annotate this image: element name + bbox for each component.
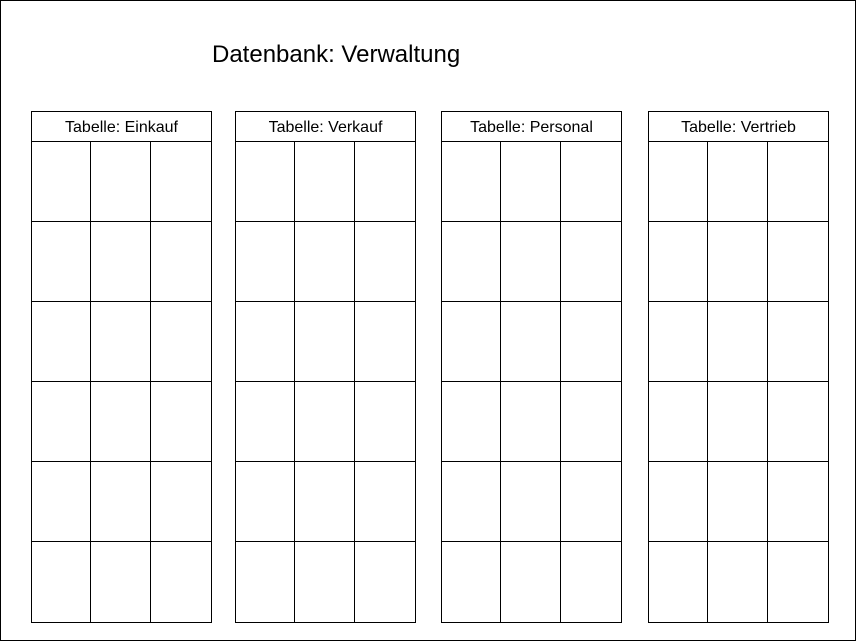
table-cell[interactable] [561, 462, 621, 542]
table-cell[interactable] [91, 302, 151, 382]
table-cell[interactable] [442, 302, 501, 382]
table-cell[interactable] [768, 142, 828, 222]
table-cell[interactable] [295, 542, 355, 622]
table-cell[interactable] [32, 542, 91, 622]
table-header: Tabelle: Verkauf [236, 112, 415, 142]
table-cell[interactable] [649, 222, 708, 302]
table-cell[interactable] [295, 222, 355, 302]
table-cell[interactable] [236, 302, 295, 382]
table-cell[interactable] [561, 222, 621, 302]
table-cell[interactable] [649, 382, 708, 462]
table-cell[interactable] [442, 382, 501, 462]
table-cell[interactable] [151, 542, 211, 622]
table-cell[interactable] [236, 542, 295, 622]
table-cell[interactable] [295, 302, 355, 382]
table-cell[interactable] [151, 462, 211, 542]
table-header: Tabelle: Personal [442, 112, 621, 142]
table-cell[interactable] [708, 382, 768, 462]
table-cell[interactable] [91, 222, 151, 302]
table-cell[interactable] [501, 382, 561, 462]
table-cell[interactable] [649, 462, 708, 542]
table-cell[interactable] [236, 382, 295, 462]
table-cell[interactable] [768, 382, 828, 462]
table-cell[interactable] [649, 542, 708, 622]
table-cell[interactable] [91, 382, 151, 462]
table-vertrieb[interactable] [648, 111, 829, 623]
table-cell[interactable] [768, 302, 828, 382]
table-cell[interactable] [501, 462, 561, 542]
table-cell[interactable] [649, 142, 708, 222]
table-grid [32, 142, 211, 622]
table-verkauf[interactable] [235, 111, 416, 623]
table-cell[interactable] [442, 462, 501, 542]
table-cell[interactable] [501, 142, 561, 222]
table-cell[interactable] [355, 382, 415, 462]
table-cell[interactable] [32, 222, 91, 302]
table-header: Tabelle: Vertrieb [649, 112, 828, 142]
table-cell[interactable] [708, 542, 768, 622]
table-cell[interactable] [355, 462, 415, 542]
table-cell[interactable] [295, 462, 355, 542]
table-cell[interactable] [561, 542, 621, 622]
table-cell[interactable] [501, 542, 561, 622]
table-cell[interactable] [32, 462, 91, 542]
table-cell[interactable] [708, 142, 768, 222]
table-cell[interactable] [708, 302, 768, 382]
table-cell[interactable] [708, 462, 768, 542]
table-cell[interactable] [236, 142, 295, 222]
table-cell[interactable] [32, 142, 91, 222]
table-grid [442, 142, 621, 622]
table-cell[interactable] [561, 142, 621, 222]
table-cell[interactable] [501, 302, 561, 382]
table-cell[interactable] [768, 222, 828, 302]
table-cell[interactable] [151, 382, 211, 462]
table-grid [236, 142, 415, 622]
table-cell[interactable] [355, 302, 415, 382]
table-cell[interactable] [151, 142, 211, 222]
table-cell[interactable] [649, 302, 708, 382]
table-cell[interactable] [442, 222, 501, 302]
table-grid [649, 142, 828, 622]
table-cell[interactable] [355, 222, 415, 302]
table-cell[interactable] [768, 542, 828, 622]
table-cell[interactable] [295, 382, 355, 462]
table-cell[interactable] [355, 142, 415, 222]
table-cell[interactable] [91, 462, 151, 542]
table-cell[interactable] [151, 302, 211, 382]
table-cell[interactable] [561, 302, 621, 382]
table-cell[interactable] [768, 462, 828, 542]
table-cell[interactable] [151, 222, 211, 302]
table-cell[interactable] [91, 142, 151, 222]
table-cell[interactable] [295, 142, 355, 222]
table-einkauf[interactable] [31, 111, 212, 623]
table-cell[interactable] [355, 542, 415, 622]
table-personal[interactable] [441, 111, 622, 623]
table-cell[interactable] [442, 542, 501, 622]
table-cell[interactable] [91, 542, 151, 622]
table-cell[interactable] [708, 222, 768, 302]
database-title: Datenbank: Verwaltung [212, 41, 461, 68]
table-cell[interactable] [501, 222, 561, 302]
table-cell[interactable] [561, 382, 621, 462]
table-cell[interactable] [442, 142, 501, 222]
table-cell[interactable] [236, 462, 295, 542]
table-cell[interactable] [236, 222, 295, 302]
table-header: Tabelle: Einkauf [32, 112, 211, 142]
table-cell[interactable] [32, 382, 91, 462]
table-cell[interactable] [32, 302, 91, 382]
